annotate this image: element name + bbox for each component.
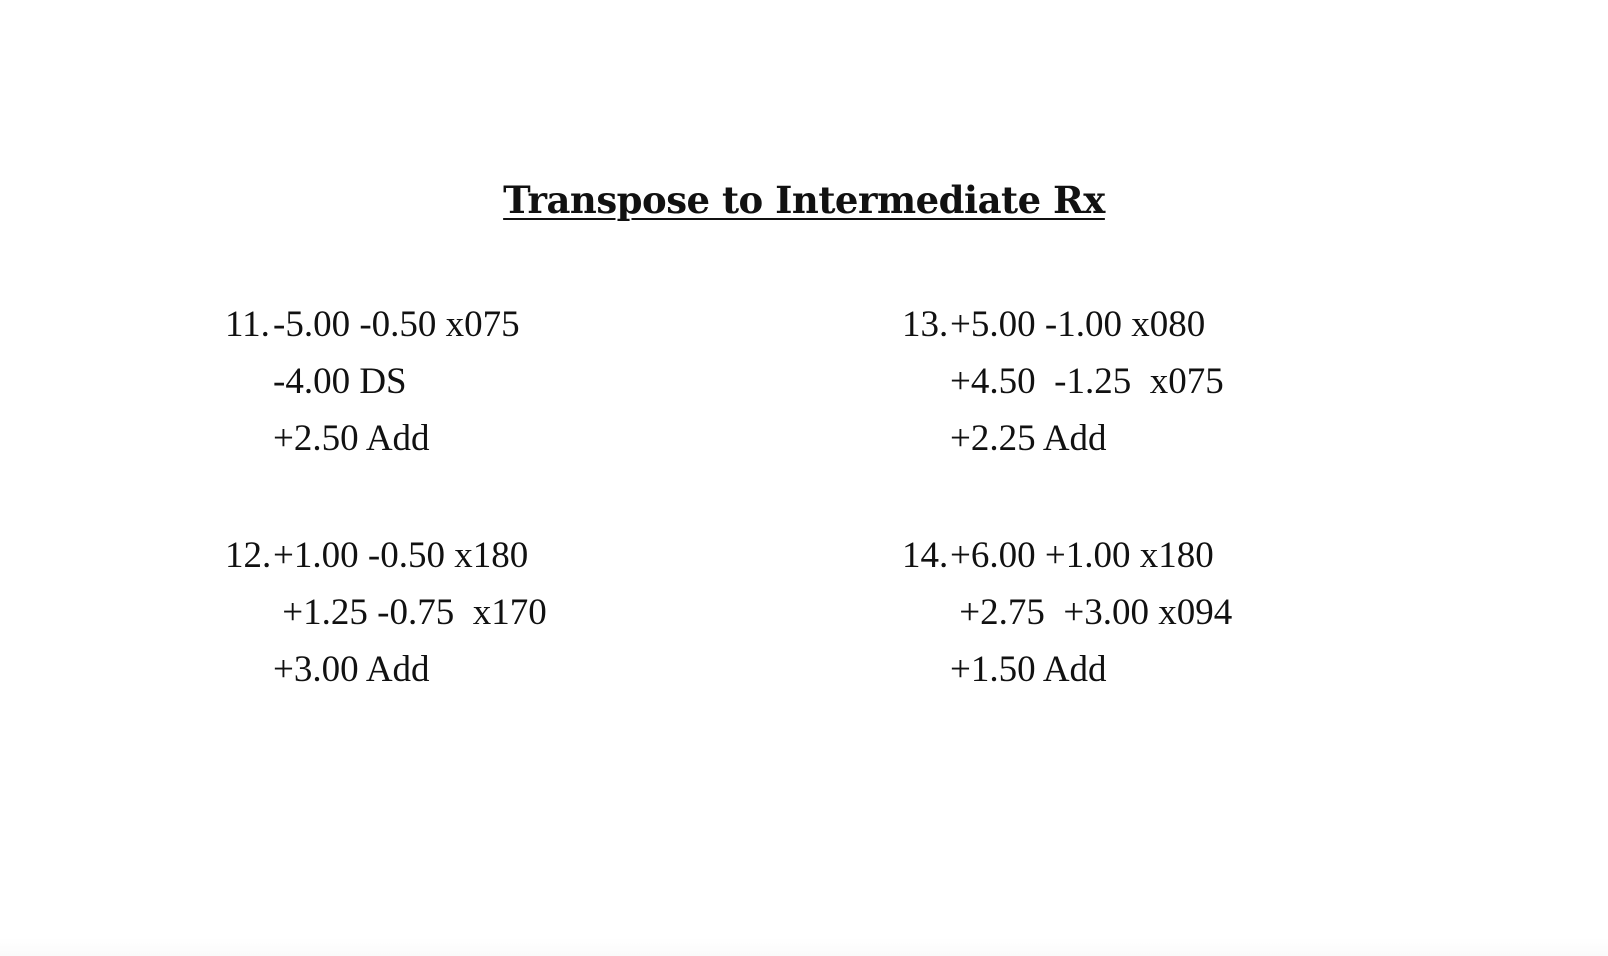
problem-number: 11. xyxy=(225,304,270,345)
problem-14 xyxy=(902,527,1232,698)
prescription-text: +1.00 -0.50 x180 xyxy=(273,535,529,576)
problem-number: 13. xyxy=(902,304,949,345)
intermediate-text: +2.75 +3.00 x094 xyxy=(950,592,1233,633)
problem-line xyxy=(225,410,520,467)
prescription-text: +5.00 -1.00 x080 xyxy=(950,304,1206,345)
problem-line xyxy=(225,296,520,353)
problem-line xyxy=(902,584,1232,641)
problem-12 xyxy=(225,527,547,698)
problem-line xyxy=(902,296,1224,353)
problem-number: 14. xyxy=(902,535,949,576)
intermediate-text: +4.50 -1.25 x075 xyxy=(950,361,1224,402)
problem-line xyxy=(902,641,1232,698)
page-title: Transpose to Intermediate Rx xyxy=(503,178,1105,222)
prescription-text: -5.00 -0.50 x075 xyxy=(273,304,520,345)
problem-line xyxy=(225,641,547,698)
add-text: +1.50 Add xyxy=(950,649,1107,690)
problem-number: 12. xyxy=(225,535,272,576)
add-text: +3.00 Add xyxy=(273,649,430,690)
problem-line xyxy=(902,353,1224,410)
problem-line xyxy=(225,527,547,584)
problem-13 xyxy=(902,296,1224,467)
problem-line xyxy=(225,353,520,410)
problem-line xyxy=(902,410,1224,467)
problem-11 xyxy=(225,296,520,467)
prescription-text: +6.00 +1.00 x180 xyxy=(950,535,1214,576)
add-text: +2.25 Add xyxy=(950,418,1107,459)
problem-line xyxy=(225,584,547,641)
page-bottom-edge xyxy=(0,938,1608,956)
problem-line xyxy=(902,527,1232,584)
intermediate-text: -4.00 DS xyxy=(273,361,407,402)
intermediate-text: +1.25 -0.75 x170 xyxy=(273,592,547,633)
add-text: +2.50 Add xyxy=(273,418,430,459)
